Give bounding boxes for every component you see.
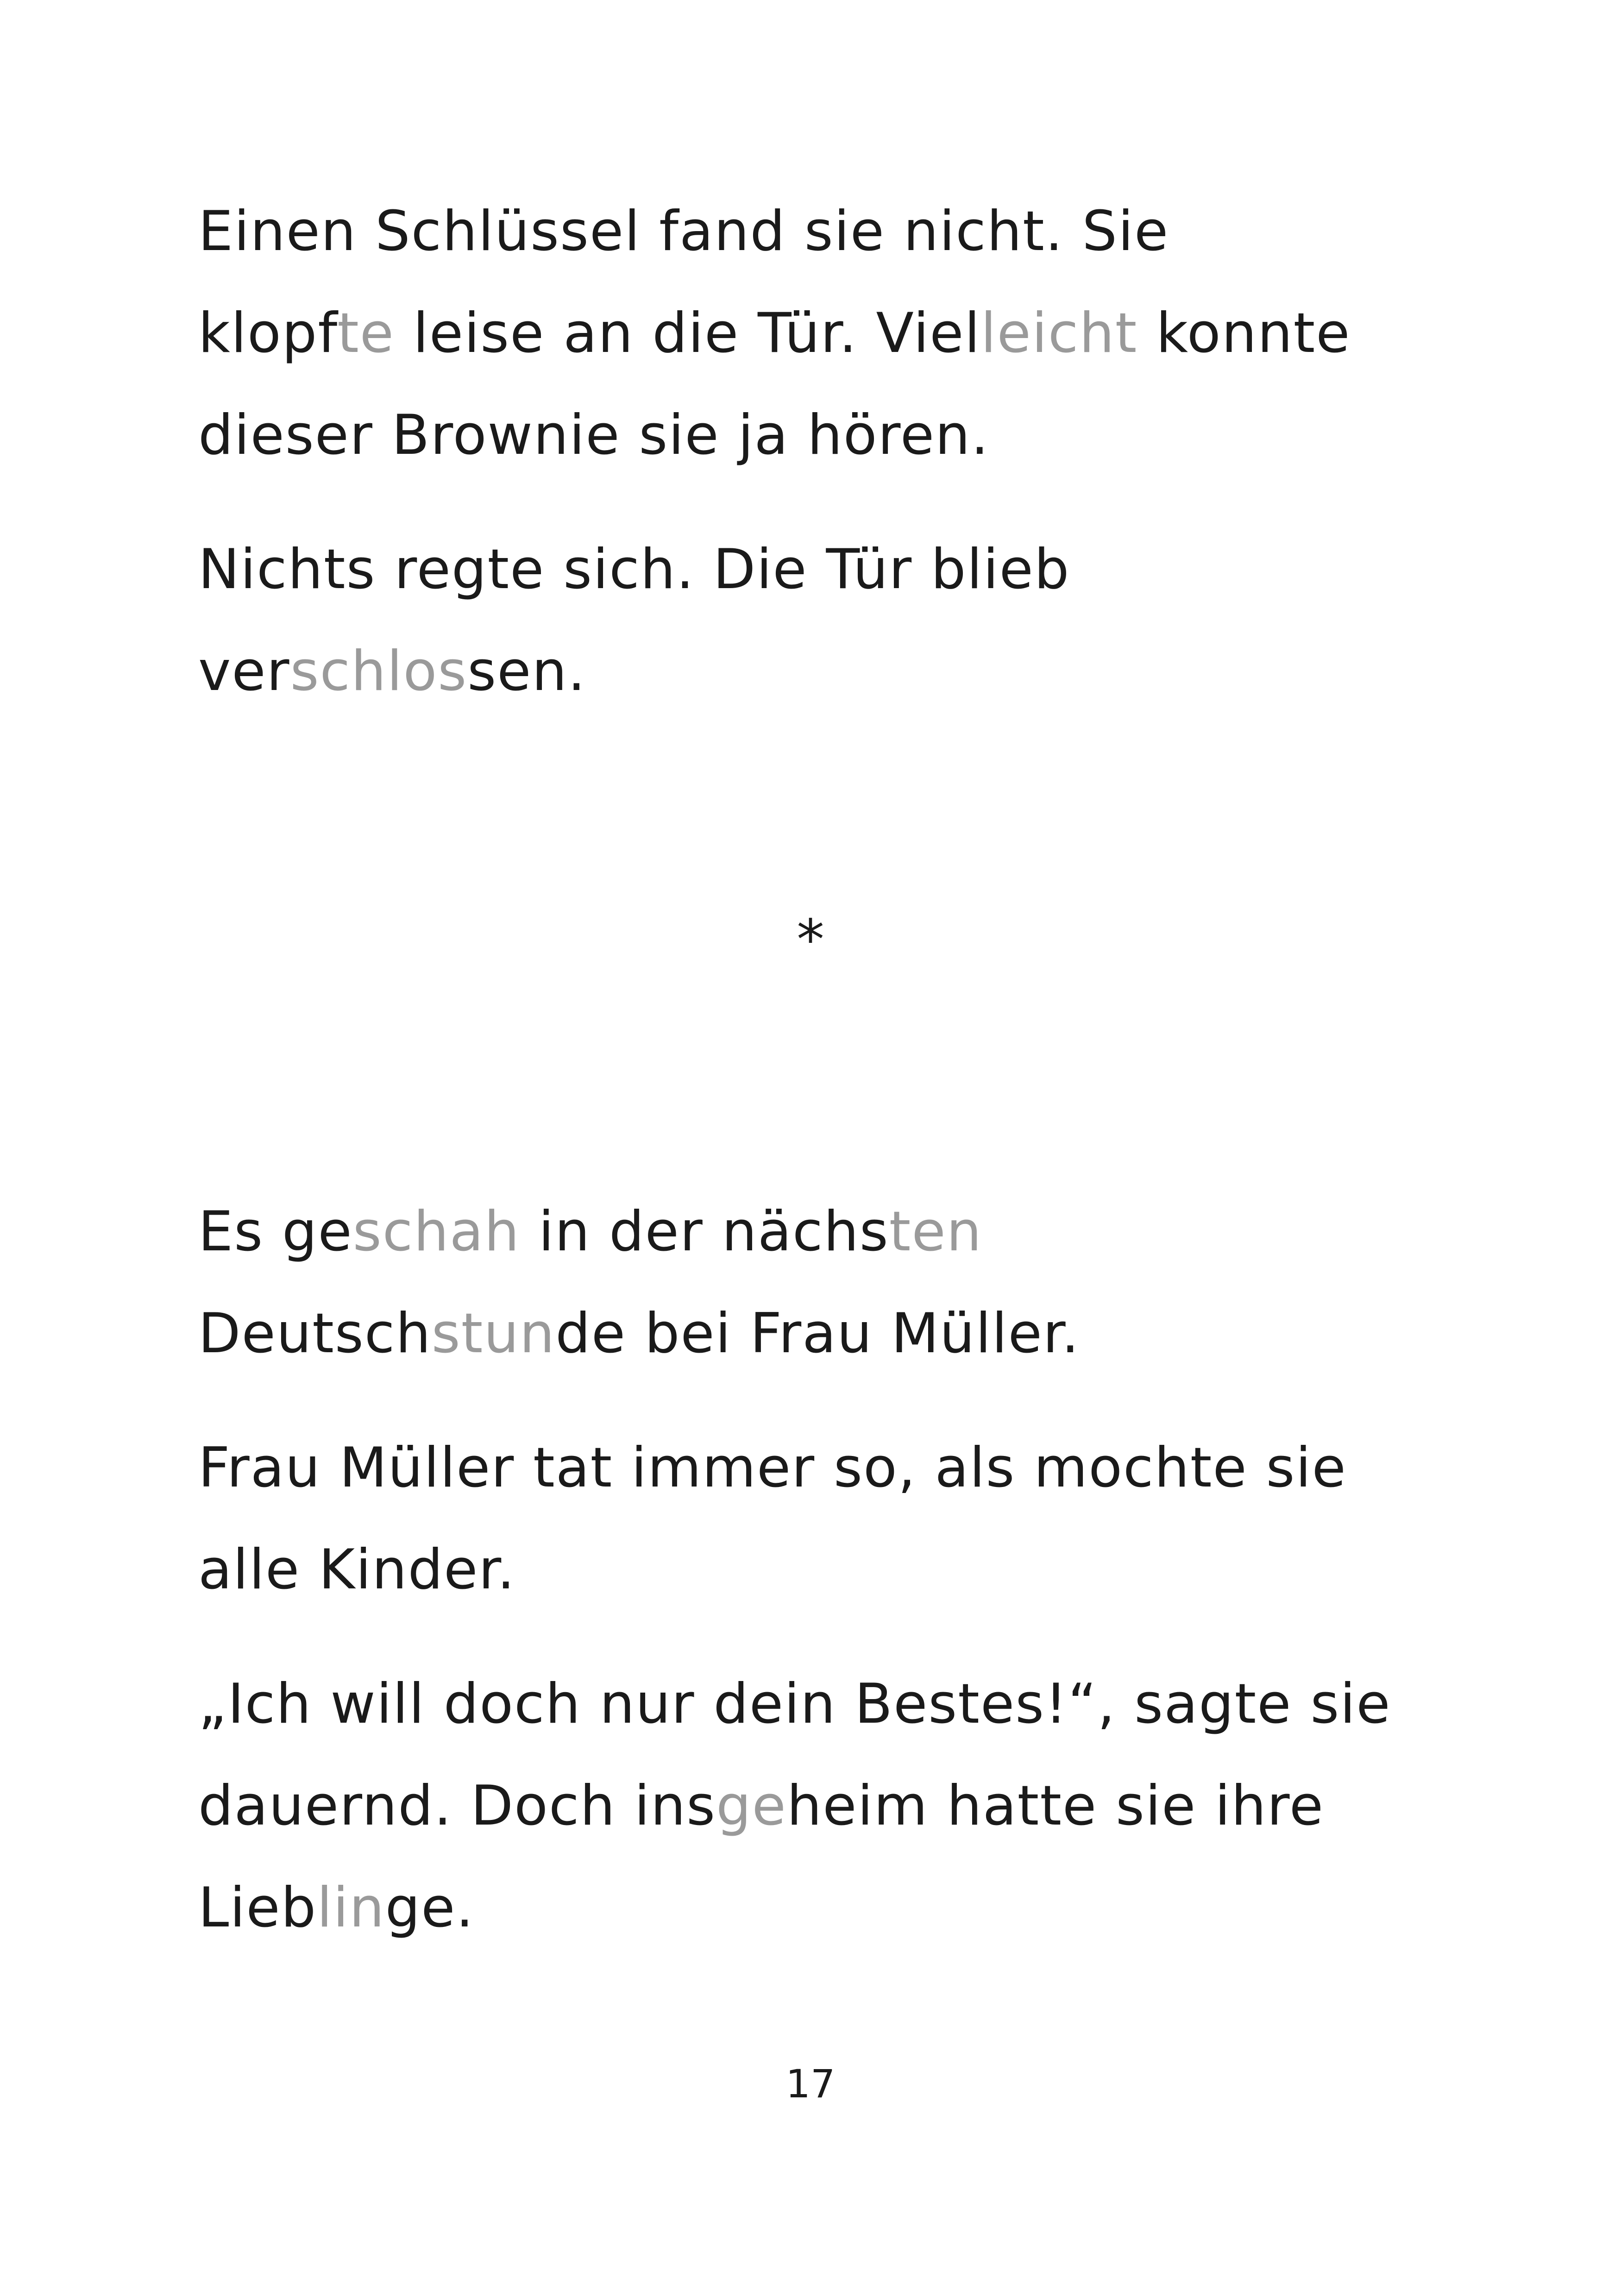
- highlighted-syllable: te: [337, 301, 395, 365]
- text-segment: dauernd. Doch ins: [198, 1774, 716, 1838]
- text-segment: Lieb: [198, 1876, 317, 1940]
- text-line: [198, 1195, 982, 1269]
- text-line: [198, 1769, 1324, 1843]
- text-line: [198, 1871, 474, 1945]
- text-segment: de bei Frau Müller.: [555, 1302, 1080, 1366]
- text-segment: Es ge: [198, 1200, 353, 1264]
- text-line: [198, 634, 586, 709]
- highlighted-syllable: schah: [352, 1200, 520, 1264]
- text-segment: Einen Schlüssel fand sie nicht. Sie: [198, 200, 1169, 263]
- text-line: [198, 194, 1169, 269]
- text-segment: klopf: [198, 301, 338, 365]
- highlighted-syllable: stun: [431, 1302, 556, 1366]
- text-line: [198, 398, 989, 472]
- text-segment: in der nächs: [520, 1200, 889, 1264]
- text-segment: leise an die Tür. Viel: [395, 301, 981, 365]
- section-separator: *: [797, 908, 824, 972]
- text-segment: ver: [198, 640, 290, 703]
- text-segment: Frau Müller tat immer so, als mochte sie: [198, 1436, 1347, 1500]
- text-line: [198, 1667, 1391, 1741]
- text-line: [198, 1297, 1080, 1371]
- highlighted-syllable: ge: [716, 1774, 787, 1838]
- text-segment: alle Kinder.: [198, 1538, 516, 1602]
- highlighted-syllable: lin: [317, 1876, 385, 1940]
- text-segment: ge.: [385, 1876, 475, 1940]
- text-segment: dieser Brownie sie ja hören.: [198, 403, 990, 467]
- text-segment: Nichts regte sich. Die Tür blieb: [198, 538, 1070, 602]
- text-line: [198, 296, 1351, 370]
- highlighted-syllable: leicht: [980, 301, 1138, 365]
- highlighted-syllable: ten: [889, 1200, 983, 1264]
- text-segment: konnte: [1137, 301, 1351, 365]
- text-segment: „Ich will doch nur dein Bestes!“, sagte sie: [198, 1672, 1391, 1736]
- highlighted-syllable: schlos: [290, 640, 468, 703]
- text-line: [198, 1431, 1347, 1505]
- text-segment: Deutsch: [198, 1302, 432, 1366]
- text-line: [198, 533, 1070, 607]
- text-line: [198, 1533, 515, 1607]
- text-segment: heim hatte sie ihre: [786, 1774, 1325, 1838]
- text-segment: sen.: [467, 640, 586, 703]
- page-number: 17: [785, 2061, 836, 2107]
